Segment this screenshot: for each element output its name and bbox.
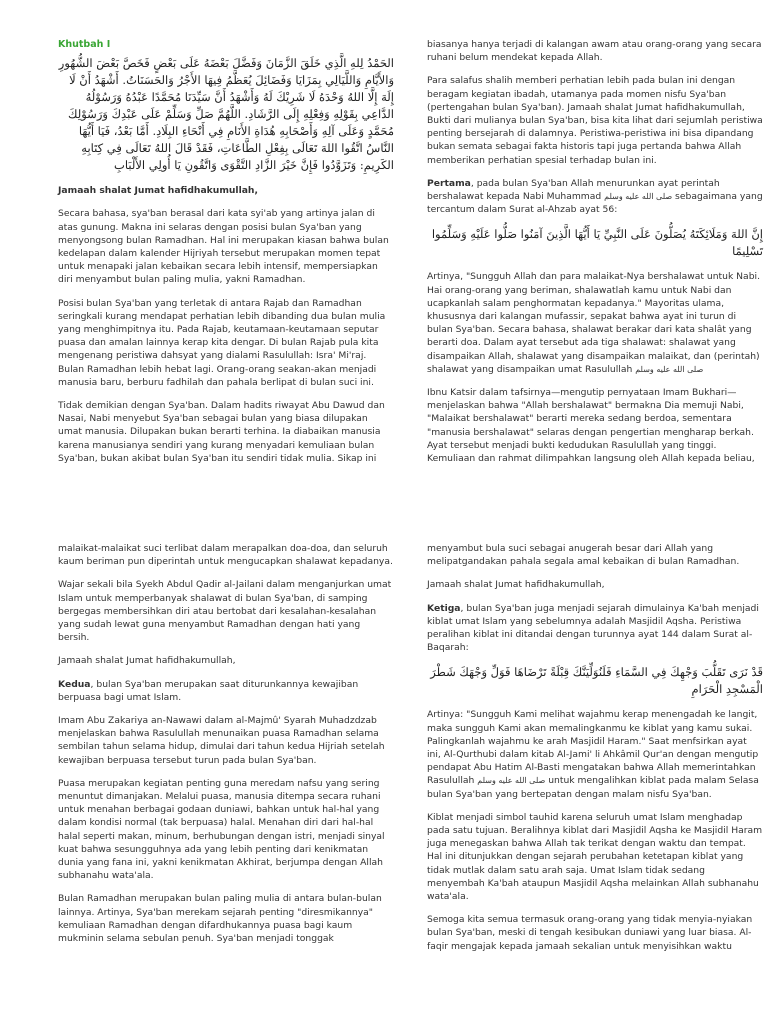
paragraph-artinya [427,270,763,376]
ketiga-label: Ketiga [427,602,461,614]
paragraph-kedua [58,678,394,704]
paragraph: Para salafus shalih memberi perhatian lebih pada bulan ini dengan beragam kegiatan ibadah, utamanya pada momen nisfu Sya'ban (pertengahan bulan Sya'ban). Jamaah shalat Jumat hafidhakumullah, Bukti dari mulianya bulan Sya'ban, bisa kita lihat dari sejumlah peristiwa penting bersejarah di dalamnya. Peristiwa-peristiwa ini bisa dipandang bukan semata sebagai fakta historis tapi juga pertanda bahwa Allah memberikan perhatian spesial terhadap bulan ini. [427,75,763,166]
paragraph: Wajar sekali bila Syekh Abdul Qadir al-Jailani dalam menganjurkan umat Islam untuk memperbanyak shalawat di bulan Sya'ban, di samping bergegas membersihkan diri atau bertobat dari kesalahan-kesalahan yang sudah lewat guna menyambut Ramadhan dengan hati yang bersih. [58,579,392,644]
paragraph: Kiblat menjadi simbol tauhid karena seluruh umat Islam menghadap pada satu tujuan. Beralihnya kiblat dari Masjidil Aqsha ke Masjidil Haram juga menegaskan bahwa Allah tak terikat dengan waktu dan tempat. Hal ini ditunjukkan dengan sejarah perubahan ketetapan kiblat yang tidak mutlak dalam satu arah saja. Umat Islam tidak sedang menyembah Ka'bah ataupun Masjidil Aqsha melainkan Allah subhanahu wata'ala. [427,811,763,903]
ketiga-text: , bulan Sya'ban juga menjadi sejarah dimulainya Ka'bah menjadi kiblat umat Islam yang sebelumnya adalah Masjidil Aqsha. Peristiwa peralihan kiblat ini ditandai dengan turunnya ayat 144 dalam Surat al-Baqarah: [427,602,759,654]
arabic-opening: الحَمْدُ لِلهِ الَّذِي خَلَقَ الزَّمَانَ وَفَضَّلَ بَعْضَهُ عَلَى بَعْضٍ فَخَصَّ بَعْضَ الشُّهُورِ وَالأَيَّامِ وَاللَّيَالِي بِمَزَايَا وَفَضَائِلَ يُعَظَّمُ فِيهَا الأَجْرُ وَالحَسَنَاتُ. أَشْهَدُ أَنْ لَا إِلَهَ إِلَّا اللهُ وَحْدَهُ لَا شَرِيْكَ لَهُ وَأَشْهَدُ أَنَّ سَيِّدَنَا مُحَمَّدًا عَبْدُهُ وَرَسُوْلُهُ الدَّاعِي بِقَوْلِهِ وَفِعْلِهِ إِلَى الرَّشَادِ. اللَّهُمَّ صَلِّ وَسَلِّمْ عَلَى عَبْدِكَ وَرَسُوْلِكَ مُحَمَّدٍ وَعَلَى آلِهِ وَأَصْحَابِهِ هُدَاةِ الأَنَامِ فِي أَنْحَاءِ البِلَادِ. أَمَّا بَعْدُ، فَيَا أَيُّهَا النَّاسُ اتَّقُوا اللهَ تَعَالَى بِفِعْلِ الطَّاعَاتِ، فَقَدْ قَالَ اللهُ تَعَالَى فِي كِتَابِهِ الكَرِيمِ: وَتَزَوَّدُوا فَإِنَّ خَيْرَ الزَّادِ التَّقْوَى وَاتَّقُونِ يَا أُولِي الأَلْبَابِ [58,56,394,173]
column-right [427,38,763,475]
pertama-label: Pertama [427,177,471,189]
paragraph: Ibnu Katsir dalam tafsirnya—mengutip pernyataan Imam Bukhari—menjelaskan bahwa "Allah bershalawat" bermakna Dia memuji Nabi, "Malaikat bershalawat" berarti mereka sedang berdoa, sementara "manusia bershalawat" selaras dengan pengertian mengharap berkah. Ayat tersebut menjadi bukti kedudukan Rasulullah yang tinggi. Kemuliaan dan rahmat dilimpahkan langsung oleh Allah kepada beliau, [427,387,755,465]
paragraph: malaikat-malaikat suci terlibat dalam merapalkan doa-doa, dan seluruh kaum beriman pun diperintah untuk mengucapkan shalawat kepadanya. [58,543,393,568]
khutbah-heading: Khutbah I [58,39,111,50]
paragraph: Posisi bulan Sya'ban yang terletak di antara Rajab dan Ramadhan seringkali kurang mendapat perhatian lebih dibanding dua bulan mulia yang menghimpitnya itu. Pada Rajab, keutamaan-keutamaan seputar puasa dan amalan lainnya kerap kita dengar. Di bulan Rajab pula kita mengenang peristiwa dahsyat yang dialami Rasulullah: Isra' Mi'raj. Bulan Ramadhan lebih hebat lagi. Orang-orang seakan-akan menjadi manusia baru, berburu fadhilah dan pahala berlipat di bulan suci ini. [58,297,386,388]
kedua-text: , bulan Sya'ban merupakan saat diturunkannya kewajiban berpuasa bagi umat Islam. [58,678,359,703]
artinya-text: Artinya, "Sungguh Allah dan para malaikat-Nya bershalawat untuk Nabi. Hai orang-orang yang beriman, shalawatlah kamu untuk Nabi dan ucapkanlah salam penghormatan kepadanya." Mayoritas ulama, khususnya dari kalangan mufassir, sepakat bahwa ayat ini turun di bulan Sya'ban. Secara bahasa, shalawat berakar dari kata shalât yang berarti doa. Dalam ayat tersebut ada tiga shalawat: shalawat yang disampaikan Allah, shalawat yang disampaikan malaikat, dan (perintah) shalawat yang disampaikan umat Rasulullah [427,271,760,375]
kedua-label: Kedua [58,678,91,690]
pertama-text-cont: sebagaimana yang tercantum dalam Surat al-Ahzab ayat 56: [427,191,763,216]
column-left [58,38,394,475]
paragraph: Secara bahasa, sya'ban berasal dari kata syi'ab yang artinya jalan di atas gunung. Makna ini selaras dengan posisi bulan Sya'ban yang menyongsong bulan Ramadhan. Hal ini merupakan kiasan bahwa bulan kedelapan dalam kalender Hijriyah tersebut merupakan momen tepat untuk menapaki jalan kebaikan secara lebih intensif, mempersiapkan diri menyambut bulan paling mulia, yakni Ramadhan. [58,208,389,286]
artinya-text: Artinya: "Sungguh Kami melihat wajahmu kerap menengadah ke langit, maka sungguh Kami akan memalingkanmu ke kiblat yang kamu sukai. Palingkanlah wajahmu ke arah Masjidil Haram." Saat menfsirkan ayat ini, Al-Qurthubi dalam kitab Al-Jami' li Ahkâmil Qur'an dengan mengutip pendapat Abu Hatim Al-Basti mengatakan bahwa Allah memerintahkan Rasulullah [427,709,759,787]
paragraph: Bulan Ramadhan merupakan bulan paling mulia di antara bulan-bulan lainnya. Artinya, Sya'ban merekam sejarah penting "diresmikannya" kemuliaan Ramadhan dengan difardhukannya puasa bagi kaum mukminin selama sebulan penuh. Sya'ban menjadi tonggak [58,893,382,945]
honorific-glyph: صلى الله عليه وسلم [635,364,704,374]
greeting: Jamaah shalat Jumat hafidhakumullah, [58,185,258,197]
paragraph: menyambut bula suci sebagai anugerah besar dari Allah yang melipatgandakan pahala segala amal kebaikan di bulan Ramadhan. [427,543,740,568]
greeting: Jamaah shalat Jumat hafidhakumullah, [427,579,605,591]
paragraph: Tidak demikian dengan Sya'ban. Dalam hadits riwayat Abu Dawud dan Nasai, Nabi menyebut Sya'ban sebagai bulan yang biasa dilupakan umat manusia. Dilupakan bukan berarti terhina. Ia diabaikan manusia karena manusianya sendiri yang kurang menyadari kemuliaan bulan Sya'ban, bukan akibat bulan Sya'ban itu sendiri tidak mulia. Sikap ini [58,400,385,464]
greeting: Jamaah shalat Jumat hafidhakumullah, [58,655,236,667]
pertama-text: , pada bulan Sya'ban Allah menurunkan ayat perintah bershalawat kepada Nabi Muhammad [427,177,720,203]
paragraph: biasanya hanya terjadi di kalangan awam atau orang-orang yang secara ruhani belum mendekat kepada Allah. [427,39,762,64]
arabic-verse-baqarah: قَدْ نَرَى تَقَلُّبَ وَجْهِكَ فِي السَّمَاءِ فَلَنُوَلِّيَنَّكَ قِبْلَةً تَرْضَاهَا فَوَلِّ وَجْهَكَ شَطْرَ الْمَسْجِدِ الْحَرَامِ [430,665,763,697]
column-left [58,542,394,955]
arabic-verse-ahzab: إِنَّ اللهَ وَمَلَائِكَتَهُ يُصَلُّونَ عَلَى النَّبِيِّ يَا أَيُّهَا الَّذِينَ آمَنُوا صَلُّوا عَلَيْهِ وَسَلِّمُوا تَسْلِيمًا [431,227,763,259]
honorific-glyph: صلى الله عليه وسلم [477,776,546,786]
paragraph-pertama [427,177,763,217]
paragraph-ketiga [427,602,763,655]
paragraph-artinya [427,708,763,800]
paragraph: Puasa merupakan kegiatan penting guna meredam nafsu yang sering menuntut dimanjakan. Melalui puasa, manusia ditempa secara ruhani untuk menahan berbagai godaan duniawi, bahkan untuk hal-hal yang dalam kondisi normal (tak berpuasa) halal. Menahan diri dari hal-hal halal seperti makan, minum, berhubungan dengan istri, menjadi sinyal kuat bahwa sesungguhnya ada yang lebih penting dari kenikmatan dunia yang fana ini, yakni kenikmatan Akhirat, berjumpa dengan Allah subhanahu wata'ala. [58,777,385,882]
paragraph: Imam Abu Zakariya an-Nawawi dalam al-Majmû' Syarah Muhadzdzab menjelaskan bahwa Rasulullah menunaikan puasa Ramadhan selama sembilan tahun selama hidup, dimulai dari tahun kedua Hijriah setelah kewajiban berpuasa tersebut turun pada bulan Sya'ban. [58,715,385,766]
page-bottom [0,512,768,1024]
artinya-text-cont: untuk mengalihkan kiblat pada malam Selasa bulan Sya'ban yang bertepatan dengan malam nisfu Sya'ban. [427,775,759,800]
paragraph: Semoga kita semua termasuk orang-orang yang tidak menyia-nyiakan bulan Sya'ban, meski di tengah kesibukan duniawi yang luar biasa. Al-faqir mengajak kepada jamaah sekalian untuk menyisihkan waktu [427,914,753,952]
honorific-glyph: صلى الله عليه وسلم [604,192,673,202]
column-right [427,542,763,963]
